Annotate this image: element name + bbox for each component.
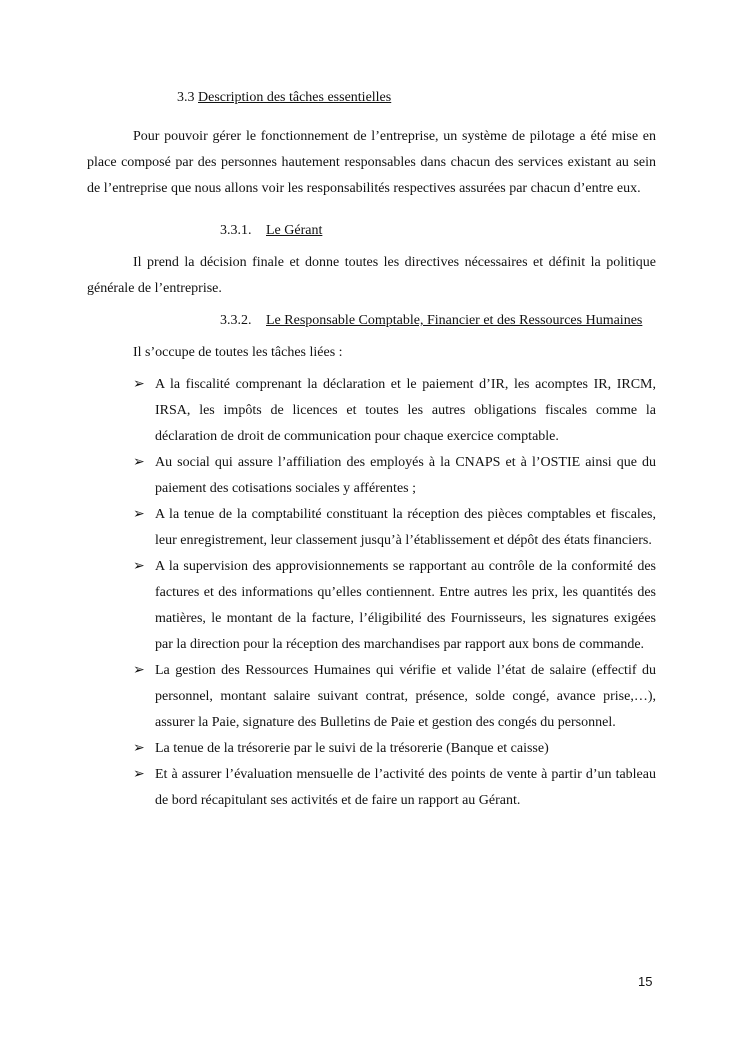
subsection-title: Le Gérant [266,223,323,238]
page-content [87,86,656,814]
list-item-text: A la supervision des approvisionnements se rapportant au contrôle de la conformité des factures et des informations qu’elles contiennent. Entre autres les prix, les quantités des matières, le montant de la facture, l’éligibilité des Fournisseurs, les signatures exigées par la direction pour la réception des marchandises par rapport aux bons de commande. [155,559,656,652]
arrow-bullet-icon: ➢ [133,767,145,782]
gerant-paragraph: Il prend la décision finale et donne toutes les directives nécessaires et définit la politique générale de l’entreprise. [87,255,656,296]
arrow-bullet-icon: ➢ [133,377,145,392]
tasks-lead: Il s’occupe de toutes les tâches liées : [133,345,343,360]
arrow-bullet-icon: ➢ [133,559,145,574]
section-heading [177,86,656,110]
arrow-bullet-icon: ➢ [133,507,145,522]
list-item [133,658,656,736]
subsection-heading-gerant [220,218,656,244]
arrow-bullet-icon: ➢ [133,663,145,678]
section-title: Description des tâches essentielles [198,90,392,105]
list-item [133,736,656,762]
list-item-text: La tenue de la trésorerie par le suivi de la trésorerie (Banque et caisse) [155,741,549,756]
tasks-list [87,372,656,814]
list-item-text: La gestion des Ressources Humaines qui vérifie et valide l’état de salaire (effectif du personnel, montant salaire suivant contrat, présence, solde congé, avance prise,…), assurer la Paie, signature des Bulletins de Paie et gestion des congés du personnel. [155,663,656,730]
subsection-heading-responsable [220,308,656,334]
list-item [133,450,656,502]
arrow-bullet-icon: ➢ [133,741,145,756]
list-item [133,372,656,450]
subsection-number: 3.3.1. [220,223,252,238]
list-item-text: A la fiscalité comprenant la déclaration et le paiement d’IR, les acomptes IR, IRCM, IRSA, les impôts de licences et toutes les autres obligations fiscales comme la déclaration de droit de communication pour chaque exercice comptable. [155,377,656,444]
list-item-text: Au social qui assure l’affiliation des employés à la CNAPS et à l’OSTIE ainsi que du paiement des cotisations sociales y afférentes ; [155,455,656,496]
list-item [133,502,656,554]
page-number: 15 [638,974,653,989]
list-item-text: Et à assurer l’évaluation mensuelle de l’activité des points de vente à partir d’un tableau de bord récapitulant ses activités et de faire un rapport au Gérant. [155,767,656,808]
intro-paragraph: Pour pouvoir gérer le fonctionnement de l’entreprise, un système de pilotage a été mise en place composé par des personnes hautement responsables dans chacun des services existant au sein de l’entreprise que nous allons voir les responsabilités respectives assurées par chacun d’entre eux. [87,129,656,196]
subsection-number: 3.3.2. [220,313,252,328]
list-item-text: A la tenue de la comptabilité constituant la réception des pièces comptables et fiscales, leur enregistrement, leur classement jusqu’à l’établissement et dépôt des états financiers. [155,507,656,548]
subsection-title: Le Responsable Comptable, Financier et des Ressources Humaines [266,313,643,328]
section-number: 3.3 [177,90,195,105]
list-item [133,762,656,814]
arrow-bullet-icon: ➢ [133,455,145,470]
list-item [133,554,656,658]
